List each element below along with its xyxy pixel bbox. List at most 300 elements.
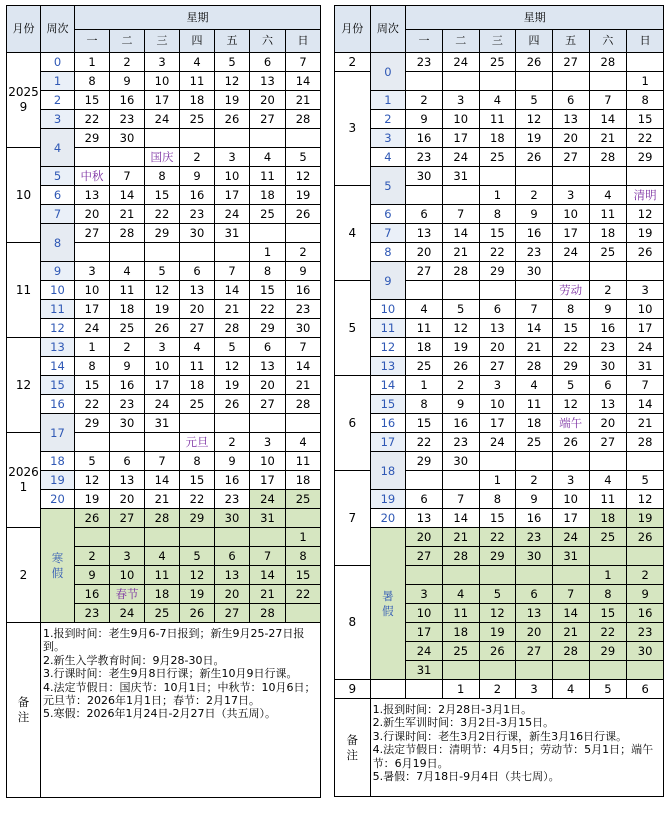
- week-row: [335, 148, 664, 167]
- day-cell: 13: [180, 281, 215, 300]
- day-cell: 7: [215, 262, 250, 281]
- week-row: [7, 490, 321, 509]
- day-cell: 21: [589, 129, 627, 148]
- week-row: [7, 53, 321, 72]
- day-cell: [406, 471, 443, 490]
- day-cell: 20: [589, 414, 627, 433]
- day-cell: 5: [627, 471, 664, 490]
- week-number-empty: [370, 680, 406, 699]
- day-cell: 8: [589, 585, 627, 604]
- day-cell: 16: [110, 91, 145, 110]
- holiday-cell: 劳动: [552, 281, 589, 300]
- day-cell: 13: [75, 186, 110, 205]
- day-cell: 9: [286, 262, 321, 281]
- day-cell: 25: [250, 205, 286, 224]
- day-cell: 14: [250, 566, 286, 585]
- day-cell: 25: [286, 490, 321, 509]
- weekday-header: 四: [516, 30, 553, 53]
- week-number: 11: [370, 319, 406, 338]
- vacation-label: 暑 假: [370, 528, 406, 680]
- day-cell: 17: [442, 129, 479, 148]
- day-cell: 12: [442, 319, 479, 338]
- day-cell: 11: [110, 281, 145, 300]
- day-cell: 13: [110, 471, 145, 490]
- day-cell: 3: [110, 547, 145, 566]
- day-cell: 14: [145, 471, 180, 490]
- day-cell: 24: [215, 205, 250, 224]
- day-cell: 28: [145, 509, 180, 528]
- holiday-cell: 元旦: [180, 433, 215, 452]
- month-label: 9: [335, 680, 371, 699]
- day-cell: 8: [180, 452, 215, 471]
- day-cell: 12: [627, 490, 664, 509]
- day-cell: 28: [286, 395, 321, 414]
- day-cell: 20: [180, 300, 215, 319]
- week-number: 13: [370, 357, 406, 376]
- day-cell: 23: [516, 528, 553, 547]
- remark-line: 3.行课时间：老生9月8日行课；新生10月9日行课。: [43, 667, 298, 681]
- day-cell: 19: [75, 490, 110, 509]
- week-number: 7: [370, 224, 406, 243]
- day-cell: 26: [215, 395, 250, 414]
- day-cell: [250, 129, 286, 148]
- day-cell: 3: [516, 680, 553, 699]
- day-cell: 21: [215, 300, 250, 319]
- day-cell: 14: [442, 224, 479, 243]
- day-cell: 10: [552, 205, 589, 224]
- day-cell: 29: [250, 319, 286, 338]
- day-cell: 18: [442, 623, 479, 642]
- day-cell: 9: [180, 167, 215, 186]
- remarks-label: 备 注: [7, 623, 41, 798]
- week-number: 10: [370, 300, 406, 319]
- day-cell: 24: [250, 490, 286, 509]
- day-cell: [552, 262, 589, 281]
- week-number: 13: [41, 338, 75, 357]
- day-cell: 20: [250, 376, 286, 395]
- day-cell: 19: [627, 509, 664, 528]
- day-cell: 19: [215, 376, 250, 395]
- day-cell: 24: [110, 604, 145, 623]
- week-number: 11: [41, 300, 75, 319]
- day-cell: 16: [442, 414, 479, 433]
- week-number: 0: [370, 53, 406, 91]
- day-cell: 8: [250, 262, 286, 281]
- day-cell: 14: [110, 186, 145, 205]
- day-cell: 31: [627, 357, 664, 376]
- day-cell: 16: [110, 376, 145, 395]
- day-cell: 3: [250, 433, 286, 452]
- day-cell: 21: [286, 376, 321, 395]
- holiday-cell: 端午: [552, 414, 589, 433]
- weekday-header: 三: [479, 30, 516, 53]
- day-cell: 7: [627, 376, 664, 395]
- day-cell: 17: [250, 471, 286, 490]
- day-cell: 11: [250, 167, 286, 186]
- week-number: 3: [41, 110, 75, 129]
- day-cell: 1: [75, 53, 110, 72]
- day-cell: 8: [145, 167, 180, 186]
- day-cell: 11: [180, 357, 215, 376]
- day-cell: [75, 243, 110, 262]
- day-cell: 13: [215, 566, 250, 585]
- day-cell: 28: [516, 357, 553, 376]
- day-cell: 23: [627, 623, 664, 642]
- week-row: [335, 395, 664, 414]
- day-cell: 13: [589, 395, 627, 414]
- day-cell: 9: [110, 72, 145, 91]
- day-cell: 20: [406, 528, 443, 547]
- day-cell: [286, 509, 321, 528]
- weekday-header: 三: [145, 30, 180, 53]
- day-cell: 27: [479, 357, 516, 376]
- week-row: [335, 53, 664, 72]
- week-number: 3: [370, 129, 406, 148]
- day-cell: 20: [406, 243, 443, 262]
- weekday-header: 六: [589, 30, 627, 53]
- day-cell: [627, 547, 664, 566]
- day-cell: 2: [110, 338, 145, 357]
- day-cell: 29: [627, 148, 664, 167]
- day-cell: 29: [406, 452, 443, 471]
- day-cell: 12: [215, 357, 250, 376]
- day-cell: [516, 281, 553, 300]
- day-cell: 30: [516, 547, 553, 566]
- day-cell: 14: [552, 604, 589, 623]
- day-cell: [406, 186, 443, 205]
- day-cell: 13: [479, 319, 516, 338]
- week-number: 5: [370, 167, 406, 205]
- day-cell: [589, 262, 627, 281]
- day-cell: 25: [589, 528, 627, 547]
- day-cell: 4: [589, 186, 627, 205]
- day-cell: 24: [145, 395, 180, 414]
- day-cell: 4: [479, 91, 516, 110]
- day-cell: 3: [406, 585, 443, 604]
- week-number: 16: [41, 395, 75, 414]
- day-cell: 1: [442, 680, 479, 699]
- day-cell: [442, 281, 479, 300]
- day-cell: 27: [250, 110, 286, 129]
- day-cell: 2: [479, 680, 516, 699]
- day-cell: [110, 528, 145, 547]
- day-cell: 3: [75, 262, 110, 281]
- day-cell: 3: [145, 338, 180, 357]
- day-cell: 29: [75, 129, 110, 148]
- day-cell: 15: [145, 186, 180, 205]
- day-cell: 29: [479, 262, 516, 281]
- day-cell: 21: [516, 338, 553, 357]
- calendar-table-2025-fall: [6, 5, 321, 798]
- day-cell: [552, 72, 589, 91]
- weekday-header: 一: [75, 30, 110, 53]
- day-cell: 16: [406, 129, 443, 148]
- remarks-text: [370, 699, 663, 797]
- day-cell: 13: [406, 509, 443, 528]
- week-number: 2: [41, 91, 75, 110]
- day-cell: [286, 604, 321, 623]
- day-cell: 17: [145, 91, 180, 110]
- week-row: [335, 414, 664, 433]
- day-cell: 5: [286, 148, 321, 167]
- day-cell: [145, 433, 180, 452]
- day-cell: 14: [215, 281, 250, 300]
- day-cell: 1: [406, 376, 443, 395]
- day-cell: 7: [552, 585, 589, 604]
- day-cell: 14: [442, 509, 479, 528]
- day-cell: 23: [406, 148, 443, 167]
- day-cell: 25: [145, 604, 180, 623]
- day-cell: [110, 243, 145, 262]
- day-cell: 25: [516, 433, 553, 452]
- week-number: 1: [41, 72, 75, 91]
- remark-line: 1.报到时间：2月28日-3月1日。: [372, 703, 533, 716]
- day-cell: 5: [215, 53, 250, 72]
- day-cell: 4: [442, 585, 479, 604]
- week-number: 14: [41, 357, 75, 376]
- day-cell: [75, 528, 110, 547]
- day-cell: 23: [180, 205, 215, 224]
- day-cell: [406, 680, 443, 699]
- day-cell: 2: [180, 148, 215, 167]
- day-cell: [442, 661, 479, 680]
- week-number: 4: [41, 129, 75, 167]
- day-cell: 19: [215, 91, 250, 110]
- day-cell: 3: [215, 148, 250, 167]
- week-row: [7, 262, 321, 281]
- day-cell: 24: [552, 243, 589, 262]
- day-cell: 20: [479, 338, 516, 357]
- day-cell: 21: [286, 91, 321, 110]
- week-number: 20: [370, 509, 406, 528]
- holiday-cell: 中秋: [75, 167, 110, 186]
- day-cell: 19: [516, 129, 553, 148]
- day-cell: 22: [286, 585, 321, 604]
- week-number: 12: [370, 338, 406, 357]
- day-cell: 2: [75, 547, 110, 566]
- day-cell: 5: [180, 547, 215, 566]
- day-cell: 26: [75, 509, 110, 528]
- day-cell: 26: [627, 243, 664, 262]
- week-number: 0: [41, 53, 75, 72]
- day-cell: 27: [406, 547, 443, 566]
- day-cell: 17: [552, 224, 589, 243]
- day-cell: 30: [627, 642, 664, 661]
- week-number: 9: [41, 262, 75, 281]
- week-row: [7, 91, 321, 110]
- week-row: [7, 167, 321, 186]
- day-cell: 26: [442, 357, 479, 376]
- day-cell: 23: [406, 53, 443, 72]
- day-cell: 23: [516, 243, 553, 262]
- day-cell: 25: [110, 319, 145, 338]
- day-cell: 4: [286, 433, 321, 452]
- day-cell: 18: [145, 585, 180, 604]
- day-cell: [479, 566, 516, 585]
- day-cell: [479, 167, 516, 186]
- day-cell: 2: [589, 281, 627, 300]
- day-cell: 13: [552, 110, 589, 129]
- week-number: 14: [370, 376, 406, 395]
- day-cell: 4: [180, 53, 215, 72]
- day-cell: 7: [145, 452, 180, 471]
- day-cell: 27: [180, 319, 215, 338]
- day-cell: [145, 243, 180, 262]
- day-cell: 26: [627, 528, 664, 547]
- day-cell: 26: [479, 642, 516, 661]
- day-cell: 16: [215, 471, 250, 490]
- day-cell: 7: [250, 547, 286, 566]
- day-cell: 5: [145, 262, 180, 281]
- day-cell: 15: [552, 319, 589, 338]
- day-cell: 4: [552, 680, 589, 699]
- day-cell: 31: [215, 224, 250, 243]
- day-cell: 8: [75, 72, 110, 91]
- week-row: [335, 452, 664, 471]
- day-cell: 10: [250, 452, 286, 471]
- week-number: 1: [370, 91, 406, 110]
- day-cell: 29: [589, 642, 627, 661]
- day-cell: 27: [406, 262, 443, 281]
- week-number: 8: [370, 243, 406, 262]
- day-cell: 3: [552, 186, 589, 205]
- day-cell: [250, 528, 286, 547]
- week-row: [7, 471, 321, 490]
- day-cell: 4: [180, 338, 215, 357]
- day-cell: 27: [552, 148, 589, 167]
- day-cell: 17: [75, 300, 110, 319]
- week-number: 8: [41, 224, 75, 262]
- week-number: 10: [41, 281, 75, 300]
- week-number: 6: [370, 205, 406, 224]
- month-header: 月份: [335, 6, 371, 53]
- day-cell: 2: [516, 186, 553, 205]
- day-cell: 28: [442, 262, 479, 281]
- day-cell: 26: [180, 604, 215, 623]
- day-cell: 12: [627, 205, 664, 224]
- day-cell: 21: [442, 243, 479, 262]
- week-row: [7, 452, 321, 471]
- month-label: 5: [335, 281, 371, 376]
- day-cell: 12: [552, 395, 589, 414]
- day-cell: 24: [479, 433, 516, 452]
- day-cell: 3: [145, 53, 180, 72]
- day-cell: 30: [180, 224, 215, 243]
- week-row: [7, 186, 321, 205]
- day-cell: 2: [110, 53, 145, 72]
- day-cell: [180, 243, 215, 262]
- day-cell: [145, 528, 180, 547]
- day-cell: 21: [145, 490, 180, 509]
- day-cell: 27: [552, 53, 589, 72]
- day-cell: 30: [589, 357, 627, 376]
- day-cell: [215, 243, 250, 262]
- day-cell: 26: [516, 148, 553, 167]
- day-cell: 12: [180, 566, 215, 585]
- week-row: [7, 376, 321, 395]
- day-cell: 27: [250, 395, 286, 414]
- day-cell: 16: [75, 585, 110, 604]
- day-cell: 1: [250, 243, 286, 262]
- day-cell: 5: [589, 680, 627, 699]
- day-cell: 22: [75, 110, 110, 129]
- remark-line: 1.报到时间：老生9月6-7日报到；新生9月25-27日报到。: [43, 627, 305, 654]
- day-cell: 28: [442, 547, 479, 566]
- day-cell: [627, 262, 664, 281]
- weekday-header: 一: [406, 30, 443, 53]
- day-cell: 26: [215, 110, 250, 129]
- day-cell: 10: [479, 395, 516, 414]
- day-cell: [145, 129, 180, 148]
- day-cell: 25: [180, 110, 215, 129]
- week-number: 6: [41, 186, 75, 205]
- day-cell: 15: [75, 376, 110, 395]
- week-row: [7, 509, 321, 528]
- day-cell: [627, 452, 664, 471]
- day-cell: 13: [250, 72, 286, 91]
- day-cell: 11: [516, 395, 553, 414]
- day-cell: 29: [180, 509, 215, 528]
- day-cell: 20: [215, 585, 250, 604]
- week-row: [335, 167, 664, 186]
- week-row: [7, 395, 321, 414]
- month-label: 7: [335, 471, 371, 566]
- day-cell: 22: [552, 338, 589, 357]
- day-cell: 7: [286, 338, 321, 357]
- day-cell: 3: [479, 376, 516, 395]
- day-cell: 22: [180, 490, 215, 509]
- remark-line: 3.行课时间：老生3月2日行课，新生3月16日行课。: [372, 729, 628, 743]
- day-cell: 23: [215, 490, 250, 509]
- day-cell: [286, 224, 321, 243]
- day-cell: 12: [286, 167, 321, 186]
- day-cell: 26: [516, 53, 553, 72]
- week-row: [7, 300, 321, 319]
- day-cell: 7: [589, 91, 627, 110]
- day-cell: 25: [406, 357, 443, 376]
- day-cell: 10: [442, 110, 479, 129]
- day-cell: 19: [627, 224, 664, 243]
- day-cell: [215, 528, 250, 547]
- day-cell: 19: [479, 623, 516, 642]
- day-cell: 9: [75, 566, 110, 585]
- day-cell: 6: [110, 452, 145, 471]
- day-cell: [442, 186, 479, 205]
- day-cell: 1: [75, 338, 110, 357]
- month-label: 2: [335, 53, 371, 72]
- day-cell: 30: [110, 414, 145, 433]
- week-row: [7, 357, 321, 376]
- day-cell: [552, 661, 589, 680]
- day-cell: 15: [180, 471, 215, 490]
- day-cell: 9: [516, 205, 553, 224]
- remark-line: 5.暑假：7月18日-9月4日（共七周）。: [372, 770, 560, 784]
- month-header: 月份: [7, 6, 41, 53]
- day-cell: 19: [442, 338, 479, 357]
- month-label: 12: [7, 338, 41, 433]
- day-cell: 27: [589, 433, 627, 452]
- week-row: [7, 72, 321, 91]
- day-cell: 8: [479, 205, 516, 224]
- day-cell: 23: [589, 338, 627, 357]
- day-cell: [180, 129, 215, 148]
- day-cell: 27: [110, 509, 145, 528]
- week-header: 周次: [370, 6, 406, 53]
- day-cell: 18: [479, 129, 516, 148]
- weekday-header: 五: [215, 30, 250, 53]
- day-cell: 19: [145, 300, 180, 319]
- day-cell: 5: [215, 338, 250, 357]
